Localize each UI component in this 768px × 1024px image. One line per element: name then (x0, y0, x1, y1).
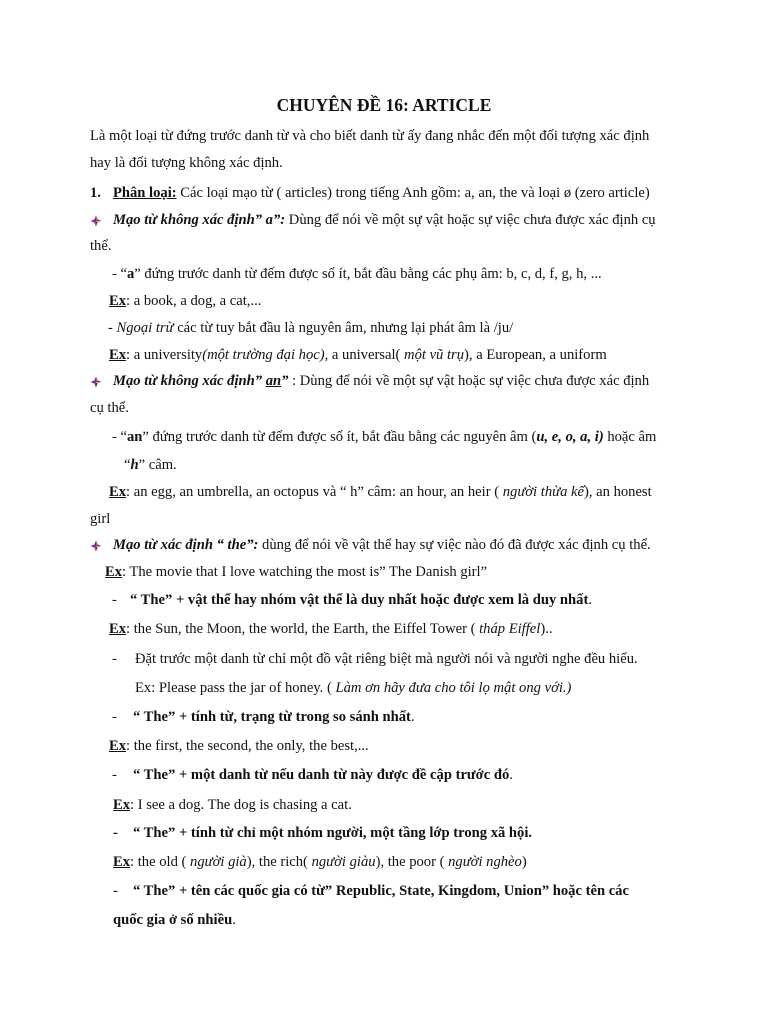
article-a-heading: Mạo từ không xác định” a”: (113, 212, 286, 228)
rule-dash: - (112, 767, 117, 783)
example-translation: một vũ trụ (404, 347, 465, 363)
rule-prefix: - “ (112, 429, 127, 445)
rule-text: ” câm. (138, 457, 177, 473)
rule-dash: - (112, 709, 117, 725)
article-a-desc-cont: thể. (90, 238, 112, 254)
rule-dash: - (113, 883, 118, 899)
example-label: Ex (109, 621, 127, 637)
bullet-icon (90, 215, 102, 227)
article-an-heading: Mạo từ không xác định” (113, 373, 266, 389)
article-a-desc: Dùng để nói về một sự vật hoặc sự việc chưa được xác định cụ (285, 212, 656, 228)
bullet-icon (90, 376, 102, 388)
the-example-6 (113, 852, 527, 872)
article-the-heading-line (113, 535, 651, 555)
the-rule-5 (133, 823, 532, 843)
example-translation: tháp Eiffel (479, 621, 541, 637)
rule-text: “ The” + vật thể hay nhóm vật thể là duy nhất hoặc được xem là duy nhất (130, 592, 589, 608)
article-an-heading-end: ” (281, 373, 293, 389)
example-translation: người nghèo (448, 854, 522, 870)
article-an-heading-line (113, 371, 649, 391)
example-translation: người già (190, 854, 247, 870)
example-label: Ex (109, 738, 127, 754)
rule-text: “ The” + tính từ chỉ một nhóm người, một tầng lớp trong xã hội. (133, 825, 533, 841)
rule-dash: - (112, 592, 117, 608)
rule-text: “ The” + tên các quốc gia có từ” Republic, State, Kingdom, Union” hoặc tên các (133, 883, 629, 899)
article-the-heading: Mạo từ xác định “ the”: (113, 537, 259, 553)
example-text: : an egg, an umbrella, an octopus và “ h” câm: an hour, an heir ( (126, 484, 503, 500)
example-text: : The movie that I love watching the most is” The Danish girl” (122, 564, 488, 580)
example-label: Ex (113, 797, 131, 813)
exception-text: các từ tuy bắt đầu là nguyên âm, nhưng lại phát âm là /ju/ (173, 320, 514, 336)
example-text: ), a European, a uniform (464, 347, 607, 363)
rule-text: “ The” + một danh từ nếu danh từ này được đề cập trước đó (133, 767, 510, 783)
rule-dot: . (509, 767, 513, 783)
article-a-example-2 (109, 345, 607, 365)
rule-keyword: a (127, 266, 135, 282)
rule-text-end: hoặc âm (603, 429, 657, 445)
section-heading: Phân loại: (112, 185, 177, 201)
exception-keyword: Ngoại trừ (116, 320, 174, 336)
example-label: Ex (109, 293, 127, 309)
article-the-example-1 (105, 562, 487, 582)
example-text: : a university (126, 347, 203, 363)
intro-line-2: hay là đối tượng không xác định. (90, 155, 283, 171)
example-text: ), the poor ( (375, 854, 449, 870)
article-an-desc-cont: cụ thể. (90, 400, 129, 416)
example-text: , a universal( (324, 347, 405, 363)
rule-dot: . (410, 709, 415, 725)
the-rule-1 (130, 590, 592, 610)
example-translation: người thừa kế (502, 484, 584, 500)
article-an-desc: : Dùng để nói về một sự vật hoặc sự việc chưa được xác định (292, 373, 650, 389)
example-text: : the Sun, the Moon, the world, the Earth, the Eiffel Tower ( (126, 621, 480, 637)
example-text: : I see a dog. The dog is chasing a cat. (130, 797, 352, 813)
example-text: : a book, a dog, a cat,... (126, 293, 262, 309)
example-translation: người giàu (311, 854, 376, 870)
the-example-4 (109, 736, 369, 756)
article-an-rule (112, 427, 656, 447)
rule-quote: “ (124, 457, 131, 473)
rule-keyword: an (127, 429, 143, 445)
the-example-2 (109, 619, 553, 639)
the-rule-6-cont (113, 910, 236, 930)
example-label: Ex (105, 564, 123, 580)
example-translation: (một trường đại học) (202, 347, 325, 363)
example-label: Ex (113, 854, 131, 870)
the-rule-3 (133, 707, 415, 727)
example-text: ), the rich( (246, 854, 312, 870)
the-rule-4 (133, 765, 513, 785)
example-text: ) (521, 854, 527, 870)
example-text: : the first, the second, the only, the best,... (126, 738, 369, 754)
the-rule-2: Đặt trước một danh từ chỉ một đồ vật riêng biệt mà người nói và người nghe đều hiểu. (135, 651, 638, 667)
the-rule-6 (133, 881, 629, 901)
rule-dot: . (588, 592, 592, 608)
example-label: Ex (109, 347, 127, 363)
section-number: 1. (90, 185, 101, 201)
article-a-heading-line (113, 210, 656, 230)
rule-h: h (130, 457, 139, 473)
rule-text: ” đứng trước danh từ đếm được số ít, bắt đầu bằng các nguyên âm ( (142, 429, 537, 445)
article-a-exception (108, 318, 513, 338)
article-a-example-1 (109, 291, 261, 311)
the-example-3 (135, 678, 571, 698)
example-text: Ex: Please pass the jar of honey. ( (135, 680, 336, 696)
article-a-rule (112, 264, 602, 284)
example-text: : the old ( (130, 854, 191, 870)
rule-prefix: - “ (112, 266, 127, 282)
section-1-line (90, 183, 650, 203)
rule-text: quốc gia ở số nhiều (113, 912, 233, 928)
intro-line-1: Là một loại từ đứng trước danh từ và cho biết danh từ ấy đang nhắc đến một đối tượng xác định (90, 128, 650, 144)
section-text: Các loại mạo từ ( articles) trong tiếng Anh gồm: a, an, the và loại ø (zero article) (176, 185, 650, 201)
example-text: ), an honest (583, 484, 652, 500)
rule-vowels: u, e, o, a, i) (536, 429, 604, 445)
the-example-5 (113, 795, 352, 815)
exception-prefix: - (108, 320, 117, 336)
example-translation: Làm ơn hãy đưa cho tôi lọ mật ong với.) (335, 680, 572, 696)
rule-dash: - (113, 825, 118, 841)
article-the-desc: dùng để nói về vật thể hay sự việc nào đó đã được xác định cụ thể. (258, 537, 651, 553)
rule-text: “ The” + tính từ, trạng từ trong so sánh nhất (133, 709, 411, 725)
article-an-example (109, 482, 652, 502)
rule-dot: . (232, 912, 236, 928)
rule-text: ” đứng trước danh từ đếm được số ít, bắt đầu bằng các phụ âm: b, c, d, f, g, h, ... (134, 266, 602, 282)
rule-dash: - (112, 651, 117, 667)
article-an-example-cont: girl (90, 511, 111, 527)
article-an-rule-cont (124, 455, 177, 475)
example-text: ).. (540, 621, 553, 637)
example-label: Ex (109, 484, 127, 500)
page-title: CHUYÊN ĐỀ 16: ARTICLE (276, 95, 492, 115)
article-an-keyword: an (265, 373, 282, 389)
bullet-icon (90, 540, 102, 552)
